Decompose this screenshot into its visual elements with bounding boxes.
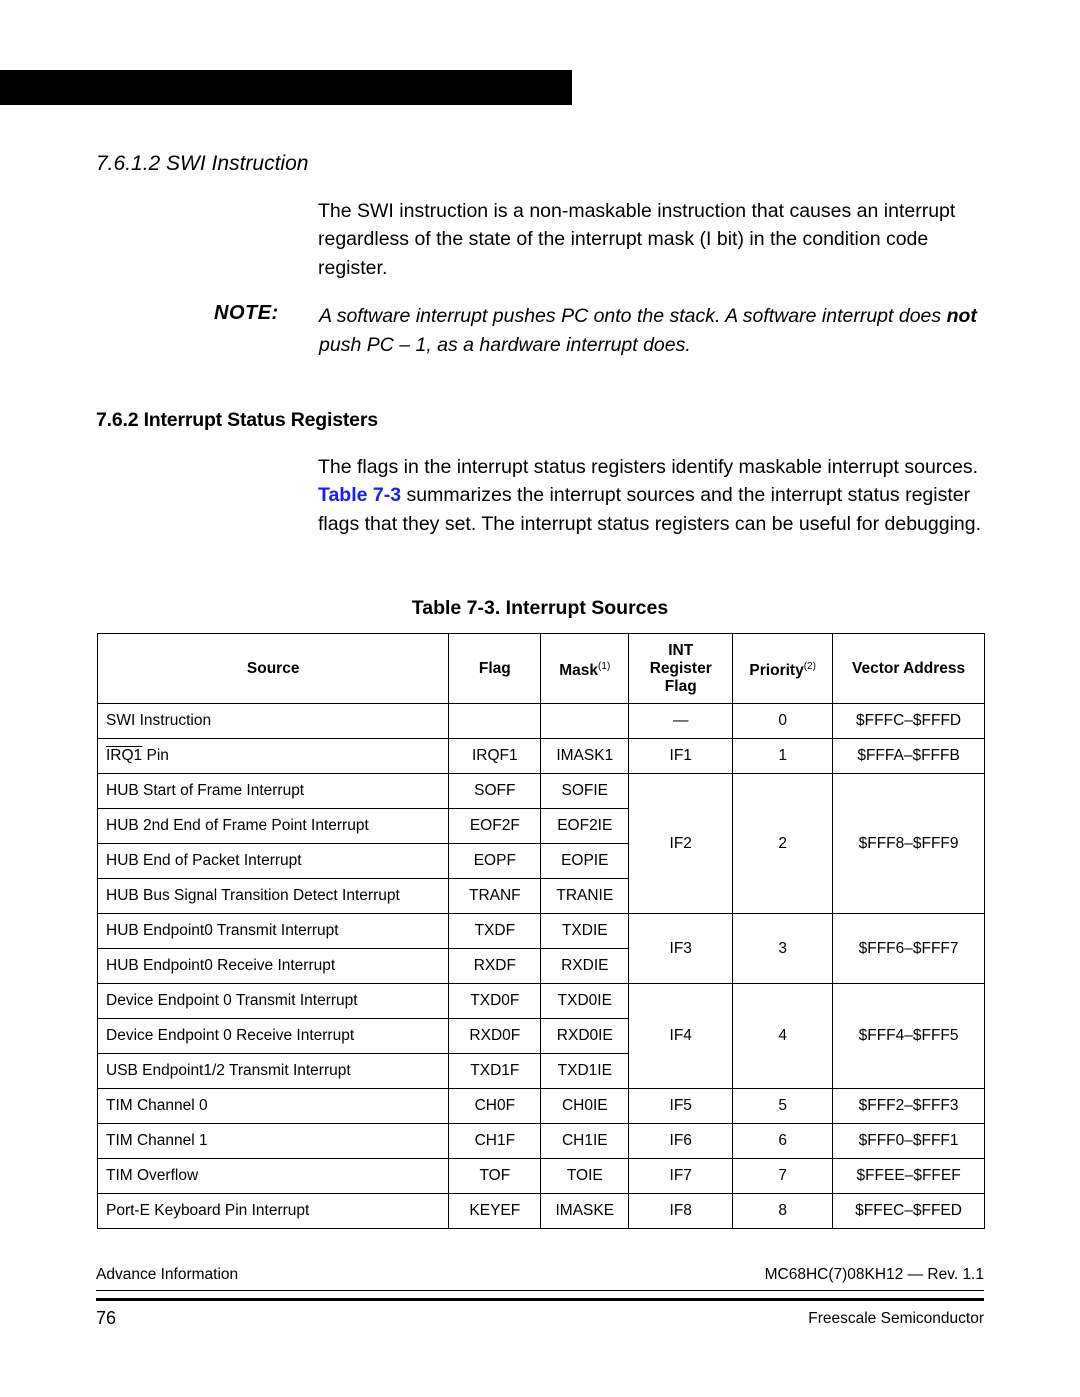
cell-flag: CH0F <box>449 1089 541 1124</box>
cell-mask: TXDIE <box>541 914 629 949</box>
company-name: Freescale Semiconductor <box>808 1310 984 1327</box>
cell-int-flag: IF7 <box>629 1159 733 1194</box>
cell-source <box>98 739 449 774</box>
cell-flag: RXD0F <box>449 1019 541 1054</box>
cell-source: HUB Endpoint0 Transmit Interrupt <box>98 914 449 949</box>
header-int-line1: INT <box>668 641 694 659</box>
cell-source: HUB End of Packet Interrupt <box>98 844 449 879</box>
cell-flag: TXD1F <box>449 1054 541 1089</box>
table-row <box>98 914 985 949</box>
header-mask-footnote: (1) <box>598 660 611 672</box>
cell-flag: TXD0F <box>449 984 541 1019</box>
cell-int-flag: — <box>629 704 733 739</box>
note-text-bold: not <box>946 305 977 327</box>
cell-mask: EOF2IE <box>541 809 629 844</box>
cell-mask: EOPIE <box>541 844 629 879</box>
cell-int-flag: IF6 <box>629 1124 733 1159</box>
status-paragraph <box>318 453 998 538</box>
note-text-start: A software interrupt pushes PC onto the stack. A software interrupt does <box>319 305 947 327</box>
cell-flag: KEYEF <box>449 1194 541 1229</box>
header-bar <box>0 70 572 105</box>
cell-int-flag: IF3 <box>629 914 733 984</box>
cell-int-flag: IF5 <box>629 1089 733 1124</box>
cell-priority: 5 <box>733 1089 833 1124</box>
cell-mask: TXD1IE <box>541 1054 629 1089</box>
cell-int-flag: IF1 <box>629 739 733 774</box>
cell-mask <box>541 704 629 739</box>
table-row <box>98 1089 985 1124</box>
cell-mask: SOFIE <box>541 774 629 809</box>
cell-vector: $FFF6–$FFF7 <box>833 914 985 984</box>
cell-source: TIM Channel 1 <box>98 1124 449 1159</box>
header-int-register-flag <box>629 634 733 704</box>
cell-priority: 8 <box>733 1194 833 1229</box>
cell-source: SWI Instruction <box>98 704 449 739</box>
table-row <box>98 739 985 774</box>
cell-mask: RXD0IE <box>541 1019 629 1054</box>
cell-int-flag: IF2 <box>629 774 733 914</box>
cell-mask: TOIE <box>541 1159 629 1194</box>
cell-priority: 7 <box>733 1159 833 1194</box>
cell-vector: $FFF4–$FFF5 <box>833 984 985 1089</box>
note-text <box>319 302 1009 359</box>
cell-vector: $FFF8–$FFF9 <box>833 774 985 914</box>
cell-mask: RXDIE <box>541 949 629 984</box>
cell-mask: CH0IE <box>541 1089 629 1124</box>
interrupt-sources-table <box>97 633 985 1229</box>
table-row <box>98 1194 985 1229</box>
cell-source: HUB Bus Signal Transition Detect Interrupt <box>98 879 449 914</box>
cell-source: HUB Start of Frame Interrupt <box>98 774 449 809</box>
page-number: 76 <box>96 1308 117 1328</box>
cell-vector: $FFFA–$FFFB <box>833 739 985 774</box>
footer-document-status: Advance Information <box>96 1266 239 1283</box>
cell-priority: 4 <box>733 984 833 1089</box>
table-row <box>98 984 985 1019</box>
footer-divider-thin <box>96 1290 984 1291</box>
cell-source: TIM Overflow <box>98 1159 449 1194</box>
cell-flag: TXDF <box>449 914 541 949</box>
swi-paragraph: The SWI instruction is a non-maskable instruction that causes an interrupt regardless of the state of the interrupt mask (I bit) in the condition code register. <box>318 200 956 279</box>
cell-source: USB Endpoint1/2 Transmit Interrupt <box>98 1054 449 1089</box>
table-row <box>98 1159 985 1194</box>
cell-source: Device Endpoint 0 Transmit Interrupt <box>98 984 449 1019</box>
cell-flag: TRANF <box>449 879 541 914</box>
table-title: Table 7-3. Interrupt Sources <box>411 597 669 619</box>
cell-mask: TRANIE <box>541 879 629 914</box>
cell-int-flag: IF4 <box>629 984 733 1089</box>
cell-vector: $FFFC–$FFFD <box>833 704 985 739</box>
cell-mask: IMASKE <box>541 1194 629 1229</box>
cell-mask: TXD0IE <box>541 984 629 1019</box>
header-source: Source <box>98 634 449 704</box>
cell-vector: $FFEC–$FFED <box>833 1194 985 1229</box>
table-row <box>98 1124 985 1159</box>
cell-flag: IRQF1 <box>449 739 541 774</box>
cell-vector: $FFF0–$FFF1 <box>833 1124 985 1159</box>
note-text-end: push PC – 1, as a hardware interrupt does. <box>319 333 691 356</box>
status-paragraph-after: summarizes the interrupt sources and the interrupt status register flags that they set. The interrupt status registers can be useful for debugging. <box>318 484 982 535</box>
irq1-overline-label: IRQ1 <box>106 747 143 764</box>
cell-priority: 3 <box>733 914 833 984</box>
cell-priority: 1 <box>733 739 833 774</box>
cell-vector: $FFF2–$FFF3 <box>833 1089 985 1124</box>
cell-source: Port-E Keyboard Pin Interrupt <box>98 1194 449 1229</box>
note-label: NOTE: <box>214 302 279 324</box>
header-mask <box>541 634 629 704</box>
header-vector-address: Vector Address <box>833 634 985 704</box>
footer-document-id: MC68HC(7)08KH12 — Rev. 1.1 <box>764 1266 984 1283</box>
footer-divider-thick <box>96 1298 984 1301</box>
header-int-line2: Register <box>649 659 712 677</box>
cell-flag: RXDF <box>449 949 541 984</box>
header-mask-label: Mask <box>559 661 599 679</box>
cell-flag: SOFF <box>449 774 541 809</box>
cell-source: HUB Endpoint0 Receive Interrupt <box>98 949 449 984</box>
header-int-line3: Flag <box>664 677 697 695</box>
cell-flag <box>449 704 541 739</box>
cell-source: Device Endpoint 0 Receive Interrupt <box>98 1019 449 1054</box>
table-row <box>98 704 985 739</box>
cell-flag: EOF2F <box>449 809 541 844</box>
cell-mask: IMASK1 <box>541 739 629 774</box>
cell-priority: 0 <box>733 704 833 739</box>
cell-int-flag: IF8 <box>629 1194 733 1229</box>
status-paragraph-before: The flags in the interrupt status registers identify maskable interrupt sources. <box>318 456 979 478</box>
cell-vector: $FFEE–$FFEF <box>833 1159 985 1194</box>
cell-priority: 2 <box>733 774 833 914</box>
cell-mask: CH1IE <box>541 1124 629 1159</box>
header-flag: Flag <box>449 634 541 704</box>
table-reference-link[interactable]: Table 7-3 <box>318 484 402 507</box>
table-header-row <box>98 634 985 704</box>
cell-flag: EOPF <box>449 844 541 879</box>
table-row <box>98 774 985 809</box>
cell-flag: TOF <box>449 1159 541 1194</box>
header-priority-label: Priority <box>749 661 804 679</box>
header-priority <box>733 634 833 704</box>
cell-source-suffix: Pin <box>142 747 169 764</box>
cell-source: TIM Channel 0 <box>98 1089 449 1124</box>
cell-priority: 6 <box>733 1124 833 1159</box>
header-priority-footnote: (2) <box>803 660 816 672</box>
cell-source: HUB 2nd End of Frame Point Interrupt <box>98 809 449 844</box>
subsection-heading: 7.6.1.2 SWI Instruction <box>96 152 309 175</box>
section-heading: 7.6.2 Interrupt Status Registers <box>96 409 378 431</box>
cell-flag: CH1F <box>449 1124 541 1159</box>
